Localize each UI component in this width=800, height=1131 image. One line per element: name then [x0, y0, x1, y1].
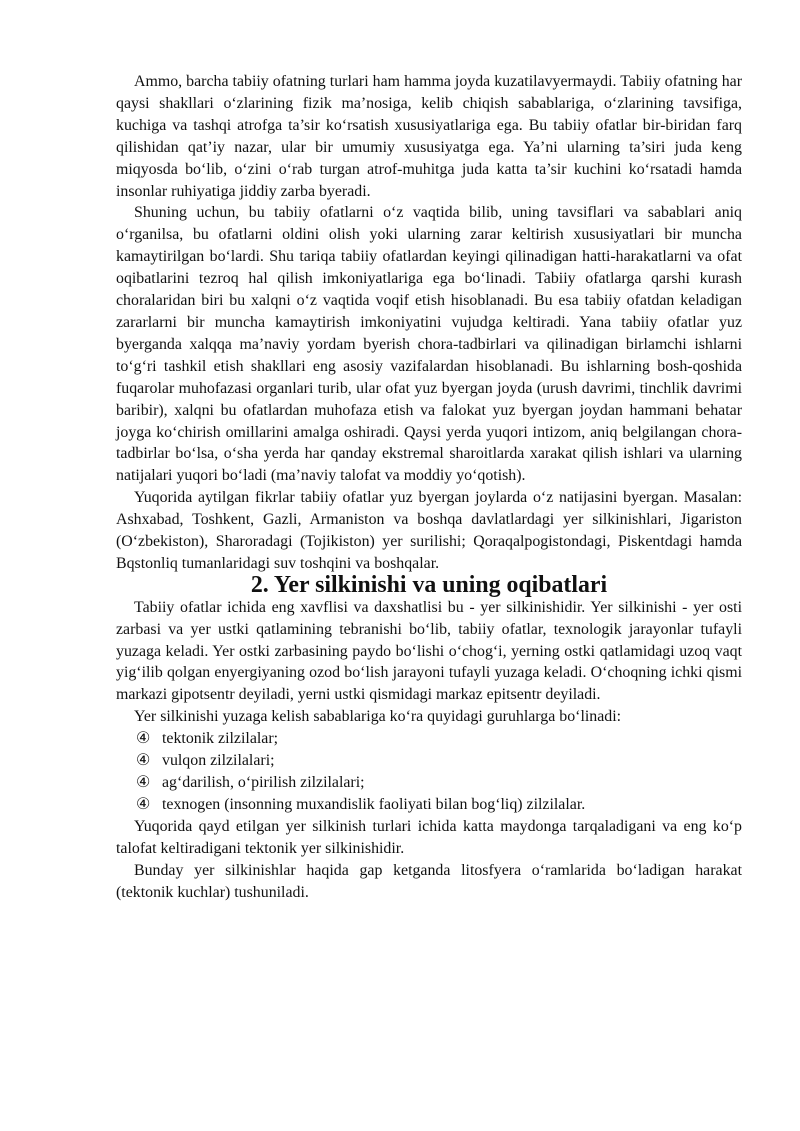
circled-four-icon: ④ — [136, 795, 151, 813]
body-paragraph: Ammo, barcha tabiiy ofatning turlari ham hamma joyda kuzatilavyermaydi. Tabiiy ofatning har qaysi shakllari o‘zlarining fizik ma’nosiga, kelib chiqish sabablariga, o‘zlarining tavsifiga, kuchiga va tashqi atrofga ta’sir ko‘rsatish xususiyatlariga ega. Bu tabiiy ofatlar bir-biridan farq qilishidan qat’iy nazar, ular bir umumiy xususiyatga ega. Ya’ni ularning ta’siri juda keng miqyosda bo‘lib, o‘zini o‘rab turgan atrof-muhitga juda katta ta’sir kuchini ko‘rsatadi hamda insonlar ruhiyatiga jiddiy zarba byeradi. — [116, 73, 742, 200]
body-paragraph: Yer silkinishi yuzaga kelish sabablariga ko‘ra quyidagi guruhlarga bo‘linadi: — [134, 708, 622, 726]
circled-four-icon: ④ — [136, 730, 151, 748]
section-heading: 2. Yer silkinishi va uning oqibatlari — [250, 571, 608, 598]
body-paragraph: Yuqorida aytilgan fikrlar tabiiy ofatlar yuz byergan joylarda o‘z natijasini byergan. Masalan: Ashxabad, Toshkent, Gazli, Armaniston va boshqa davlatlardagi yer silkinishlari, Jigariston (O‘zbekiston), Sharoradagi (Tojikiston) yer surilishi; Qoraqalpogistondagi, Piskentdagi hamda Bqstonliq tumanlaridagi suv toshqini va boshqalar. — [116, 489, 742, 572]
body-paragraph: Tabiiy ofatlar ichida eng xavflisi va daxshatlisi bu - yer silkinishidir. Yer silkinishi - yer osti zarbasi va yer ustki qatlamining tebranishi bo‘lib, tabiiy ofatlar, texnologik jarayonlar tufayli yuzaga keladi. Yer ostki zarbasining paydo bo‘lishi o‘chog‘i, yerning ostki qatlamidagi uzoq vaqt yig‘ilib qolgan enyergiyaning ozod bo‘lish jarayoni tufayli yuzaga keladi. O‘choqning ichki qismi markazi gipotsentr deyiladi, yerni ustki qismidagi markaz epitsentr deyiladi. — [116, 598, 742, 704]
list-item — [116, 750, 742, 772]
document-page — [116, 71, 742, 903]
body-paragraph: Yuqorida qayd etilgan yer silkinish turlari ichida katta maydonga tarqaladigani va eng ko‘p talofat keltiradigani tektonik yer silkinishidir. — [116, 817, 742, 857]
earthquake-types-list — [116, 728, 742, 816]
list-item — [116, 772, 742, 794]
body-paragraph: Shuning uchun, bu tabiiy ofatlarni o‘z vaqtida bilib, uning tavsiflari va sabablari aniq o‘rganilsa, bu ofatlarni oldini olish yoki ularning zarar keltirish xususiyatlari bir muncha kamaytirilgan bo‘lardi. Shu tariqa tabiiy ofatlardan keyingi qilinadigan hatti-harakatlarni va ofat oqibatlarini tezroq hal qilish imkoniyatlariga ega bo‘linadi. Tabiiy ofatlarga qarshi kurash choralaridan biri bu xalqni o‘z vaqtida voqif etish hisoblanadi. Bu esa tabiiy ofatdan keladigan zararlarni bir muncha kamaytirish imkoniyatini vujudga keltiradi. Yana tabiiy ofatlar yuz byerganda xalqqa ma’naviy yordam byerish chora-tadbirlari va qilinadigan birlamchi ishlarni to‘g‘ri tashkil etish shakllari eng asosiy vazifalardan hisoblanadi. Bu ishlarning bosh-qoshida fuqarolar muhofazasi organlari turib, ular ofat yuz byergan joyda (urush davrimi, tinchlik davrimi baribir), xalqni bu ofatlardan muhofaza etish va falokat yuz byergan joydan hammani behatar joyga ko‘chirish omillarini amalga oshiradi. Qaysi yerda yuqori intizom, aniq belgilangan chora-tadbirlar bo‘lsa, o‘sha yerda har qanday ekstremal sharoitlarda xarakat qilish ishlari va ularning natijalari yuqori bo‘ladi (ma’naviy talofat va moddiy yo‘qotish). — [116, 204, 742, 485]
list-item — [116, 794, 742, 816]
list-item-text: vulqon zilzilalari; — [162, 752, 275, 770]
list-item-text: ag‘darilish, o‘pirilish zilzilalari; — [162, 774, 365, 791]
list-item-text: tektonik zilzilalar; — [162, 730, 279, 748]
list-item — [116, 728, 742, 750]
list-item-text: texnogen (insonning muxandislik faoliyati bilan bog‘liq) zilzilalar. — [162, 795, 586, 813]
circled-four-icon: ④ — [136, 752, 151, 770]
circled-four-icon: ④ — [136, 774, 151, 791]
body-paragraph: Bunday yer silkinishlar haqida gap ketganda litosfyera o‘ramlarida bo‘ladigan harakat (tektonik kuchlar) tushuniladi. — [116, 861, 742, 901]
